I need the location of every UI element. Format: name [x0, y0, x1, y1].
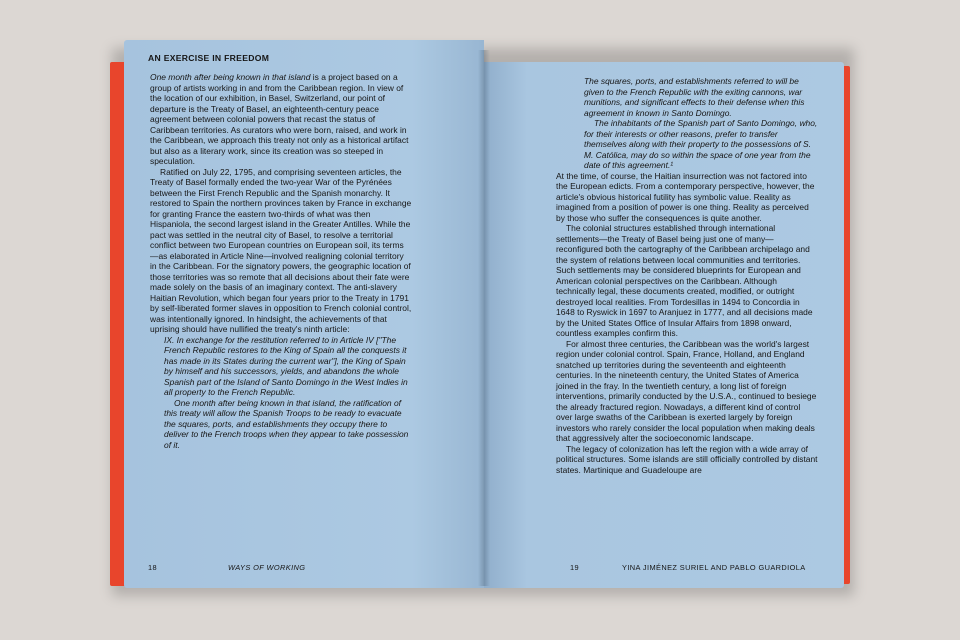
chapter-header: AN EXERCISE IN FREEDOM — [148, 53, 270, 63]
intro-italic-title: One month after being known in that island — [150, 72, 311, 82]
right-page — [484, 62, 844, 588]
running-title-left: WAYS OF WORKING — [228, 563, 306, 572]
intro-text: is a project based on a group of artists working in and from the Caribbean region. In view of the location of our exhibition, in Basel, Switzerland, our point of departure is the Treaty of Basel, an eighteenth-century peace agreement between colonial powers that recast the status of Caribbean territories. As curators who were born, raised, and work in the Caribbean, we approach this treaty not only as a historical artifact but also as a literary work, since its creation was so steeped in speculation. — [150, 72, 409, 166]
left-page — [124, 40, 484, 588]
book-gutter — [478, 50, 490, 586]
page-number-left: 18 — [148, 563, 158, 572]
paragraph-colonial-structures: The colonial structures established through international settlements—the Treaty of Basel being just one of many—reconfigured both the cartography of the Caribbean archipelago and the system of relations between local communities and territories. Such settlements may be considered blueprints for European and American colonial perspectives on the Caribbean. Although technically legal, these documents created, modified, or outright destroyed local realities. From Tordesillas in 1494 to Concordia in 1648 to Ryswick in 1697 to Aranjuez in 1777, and all decisions made by the United States Office of Insular Affairs from 1898 onward, countless examples confirm this. — [556, 223, 813, 338]
left-page-body — [150, 72, 412, 450]
quote-article-nine: IX. In exchange for the restitution referred to in Article IV ["The French Republic restores to the King of Spain all the conquests it has made in its States during the current war"], the King of Spain by himself and his successors, yields, and abandons the whole Spanish part of the Island of Santo Domingo in the West Indies in all property to the French Republic. — [164, 334, 408, 397]
right-page-body — [556, 76, 818, 475]
quote-inhabitants: The inhabitants of the Spanish part of Santo Domingo, who, for their interests or other reasons, prefer to transfer themselves along with their property to the possessions of S. M. Católica, may do so within the space of one year from the date of this agreement.¹ — [584, 118, 818, 170]
paragraph-legacy: The legacy of colonization has left the region with a wide array of political structures. Some islands are still officially controlled by distant states. Martinique and Guadeloupe are — [556, 443, 818, 475]
page-number-right: 19 — [570, 563, 580, 572]
running-title-right: YINA JIMÉNEZ SURIEL AND PABLO GUARDIOLA — [622, 563, 806, 572]
paragraph-three-centuries: For almost three centuries, the Caribbean was the world's largest region under colonial control. Spain, France, Holland, and England snatched up territories during the seventeenth and eighteenth centuries. In the nineteenth century, the United States of America joined in the fray. In the twentieth century, a long list of foreign interventions, primarily conducted by the U.S.A., continued to besiege the already fractured region. Nowadays, a different kind of control over large swaths of the Caribbean is exerted largely by foreign investors who rarely consider the local population when making deals that aggressively alter the socioeconomic landscape. — [556, 338, 817, 443]
paragraph-treaty-ratification: Ratified on July 22, 1795, and comprising seventeen articles, the Treaty of Basel formally ended the two-year War of the Pyrénées between the First French Republic and the Spanish monarchy. It restored to Spain the northern provinces taken by France in exchange for granting France the eastern two-thirds of what was then Hispaniola, the second largest island in the Greater Antilles. While the pact was settled in the neutral city of Basel, to resolve a territorial conflict between two European countries on European soil, its terms—as elaborated in Article Nine—involved realigning colonial territory in the Caribbean. For the signatory powers, the geographic location of those territories was so remote that all decisions about their fate were made solely on the basis of an imaginary context. The anti-slavery Haitian Revolution, which began four years prior to the Treaty in 1791 by self-liberated former slaves in opposition to French colonial control, was intentionally ignored. In hindsight, the achievements of that uprising should have nullified the treaty's ninth article: — [150, 166, 412, 334]
paragraph-haitian-insurrection: At the time, of course, the Haitian insurrection was not factored into the European edicts. From a contemporary perspective, however, the article's obvious historical futility has symbolic value. Reality as imagined from a position of power is one thing. Reality as perceived by those who suffer the consequences is quite another. — [556, 170, 815, 223]
quote-squares-ports: The squares, ports, and establishments referred to will be given to the French Republic with the exiting cannons, war munitions, and significant effects to their defense when this agreement in known in Santo Domingo. — [584, 76, 805, 118]
quote-one-month: One month after being known in that island, the ratification of this treaty will allow the Spanish Troops to be ready to evacuate the squares, ports, and establishments they occupy there to deliver to the French troops when they appear to take possession of it. — [164, 397, 409, 450]
intro-paragraph — [150, 72, 412, 167]
